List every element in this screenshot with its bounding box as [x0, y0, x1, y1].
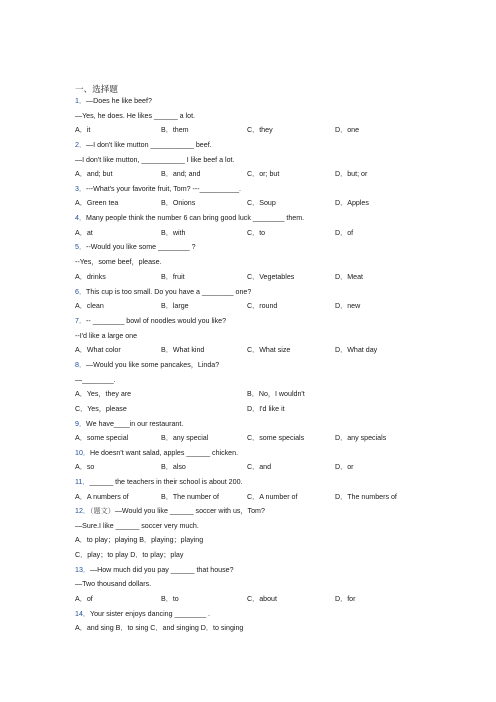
option-c[interactable]: C．or; but	[247, 170, 280, 178]
option-a[interactable]: A．Green tea	[75, 199, 119, 207]
question-14-options[interactable]: A．and sing B．to sing C．and singing D．to singing	[75, 624, 244, 632]
question-12-dialogue: —Sure.I like ______ soccer very much.	[75, 522, 199, 530]
question-8-dialogue: —________.	[75, 376, 116, 384]
option-a[interactable]: A．clean	[75, 302, 104, 310]
question-9-stem: 9．We have____in our restaurant.	[75, 420, 184, 428]
option-c[interactable]: C．some specials	[247, 434, 305, 442]
option-d[interactable]: D．for	[335, 595, 356, 603]
question-3-stem: 3．---What's your favorite fruit, Tom? ---__________.	[75, 185, 242, 193]
question-number: 14．	[75, 610, 90, 618]
question-1-stem: 1．—Does he like beef?	[75, 97, 152, 105]
option-d[interactable]: D．new	[335, 302, 361, 310]
option-b[interactable]: B．Onions	[161, 199, 196, 207]
question-number: 4．	[75, 214, 87, 222]
option-a[interactable]: A．some special	[75, 434, 129, 442]
source-tag: （题文）	[89, 507, 115, 515]
option-b[interactable]: B．fruit	[161, 273, 185, 281]
option-d[interactable]: D．Apples	[335, 199, 369, 207]
option-b[interactable]: B．any special	[161, 434, 209, 442]
option-c[interactable]: C．A number of	[247, 493, 298, 501]
option-d[interactable]: D．of	[335, 229, 354, 237]
option-a[interactable]: A．A numbers of	[75, 493, 129, 501]
option-b[interactable]: B．to	[161, 595, 179, 603]
option-a[interactable]: A．of	[75, 595, 93, 603]
option-d[interactable]: D．Meat	[335, 273, 363, 281]
question-number: 7．	[75, 317, 87, 325]
question-number: 11．	[75, 478, 90, 486]
option-c[interactable]: C．round	[247, 302, 278, 310]
option-a[interactable]: A．at	[75, 229, 93, 237]
question-8-stem: 8．—Would you like some pancakes，Linda?	[75, 361, 220, 369]
question-12-options-row-1[interactable]: A．to play；playing B．playing；playing	[75, 536, 204, 544]
option-a[interactable]: A．Yes，they are	[75, 390, 132, 398]
option-b[interactable]: B．large	[161, 302, 189, 310]
question-12-stem: 12．（题文）—Would you like ______ soccer with us，Tom?	[75, 507, 265, 515]
option-a[interactable]: A．so	[75, 463, 95, 471]
option-a[interactable]: A．it	[75, 126, 91, 134]
question-number: 10．	[75, 449, 90, 457]
question-5-stem: 5．--Would you like some ________ ?	[75, 243, 196, 251]
option-d[interactable]: D．any specials	[335, 434, 387, 442]
question-7-stem: 7．-- ________ bowl of noodles would you like?	[75, 317, 227, 325]
question-13-dialogue: —Two thousand dollars.	[75, 580, 152, 588]
question-7-dialogue: --I'd like a large one	[75, 332, 138, 340]
option-b[interactable]: B．them	[161, 126, 189, 134]
question-1-dialogue: —Yes, he does. He likes ______ a lot.	[75, 112, 196, 120]
option-d[interactable]: D．I'd like it	[247, 405, 285, 413]
option-c[interactable]: C．Soup	[247, 199, 276, 207]
question-number: 3．	[75, 185, 87, 193]
question-number: 6．	[75, 288, 87, 296]
option-c[interactable]: C．about	[247, 595, 277, 603]
option-d[interactable]: D．or	[335, 463, 354, 471]
option-b[interactable]: B．also	[161, 463, 186, 471]
option-b[interactable]: B．with	[161, 229, 186, 237]
option-d[interactable]: D．but; or	[335, 170, 368, 178]
question-number: 13．	[75, 566, 90, 574]
question-6-stem: 6．This cup is too small. Do you have a ________ one?	[75, 288, 252, 296]
option-a[interactable]: A．and; but	[75, 170, 113, 178]
option-b[interactable]: B．What kind	[161, 346, 205, 354]
question-2-dialogue: —I don't like mutton, ___________ I like beef a lot.	[75, 156, 235, 164]
question-number: 1．	[75, 97, 87, 105]
option-d[interactable]: D．What day	[335, 346, 378, 354]
option-c[interactable]: C．Vegetables	[247, 273, 295, 281]
option-a[interactable]: A．What color	[75, 346, 121, 354]
option-c[interactable]: C．to	[247, 229, 266, 237]
question-12-options-row-2[interactable]: C．play；to play D．to play；play	[75, 551, 184, 559]
option-c[interactable]: C．Yes，please	[75, 405, 127, 413]
option-d[interactable]: D．one	[335, 126, 360, 134]
question-13-stem: 13．—How much did you pay ______ that house?	[75, 566, 234, 574]
question-number: 2．	[75, 141, 87, 149]
question-11-stem: 11．______ the teachers in their school is about 200.	[75, 478, 243, 486]
question-2-stem: 2．—I don't like mutton ___________ beef.	[75, 141, 212, 149]
question-number: 8．	[75, 361, 87, 369]
question-5-dialogue: --Yes，some beef，please.	[75, 258, 162, 266]
option-d[interactable]: D．The numbers of	[335, 493, 397, 501]
option-c[interactable]: C．and	[247, 463, 272, 471]
option-b[interactable]: B．The number of	[161, 493, 219, 501]
question-number: 9．	[75, 420, 87, 428]
section-title: 一、选择题	[75, 84, 118, 94]
option-b[interactable]: B．No，I wouldn't	[247, 390, 305, 398]
question-number: 12．	[75, 507, 90, 515]
option-a[interactable]: A．drinks	[75, 273, 106, 281]
question-10-stem: 10．He doesn't want salad, apples ______ chicken.	[75, 449, 239, 457]
option-c[interactable]: C．they	[247, 126, 273, 134]
option-b[interactable]: B．and; and	[161, 170, 201, 178]
option-c[interactable]: C．What size	[247, 346, 291, 354]
question-14-stem: 14．Your sister enjoys dancing ________ .	[75, 610, 211, 618]
question-4-stem: 4．Many people think the number 6 can bring good luck ________ them.	[75, 214, 305, 222]
question-number: 5．	[75, 243, 87, 251]
